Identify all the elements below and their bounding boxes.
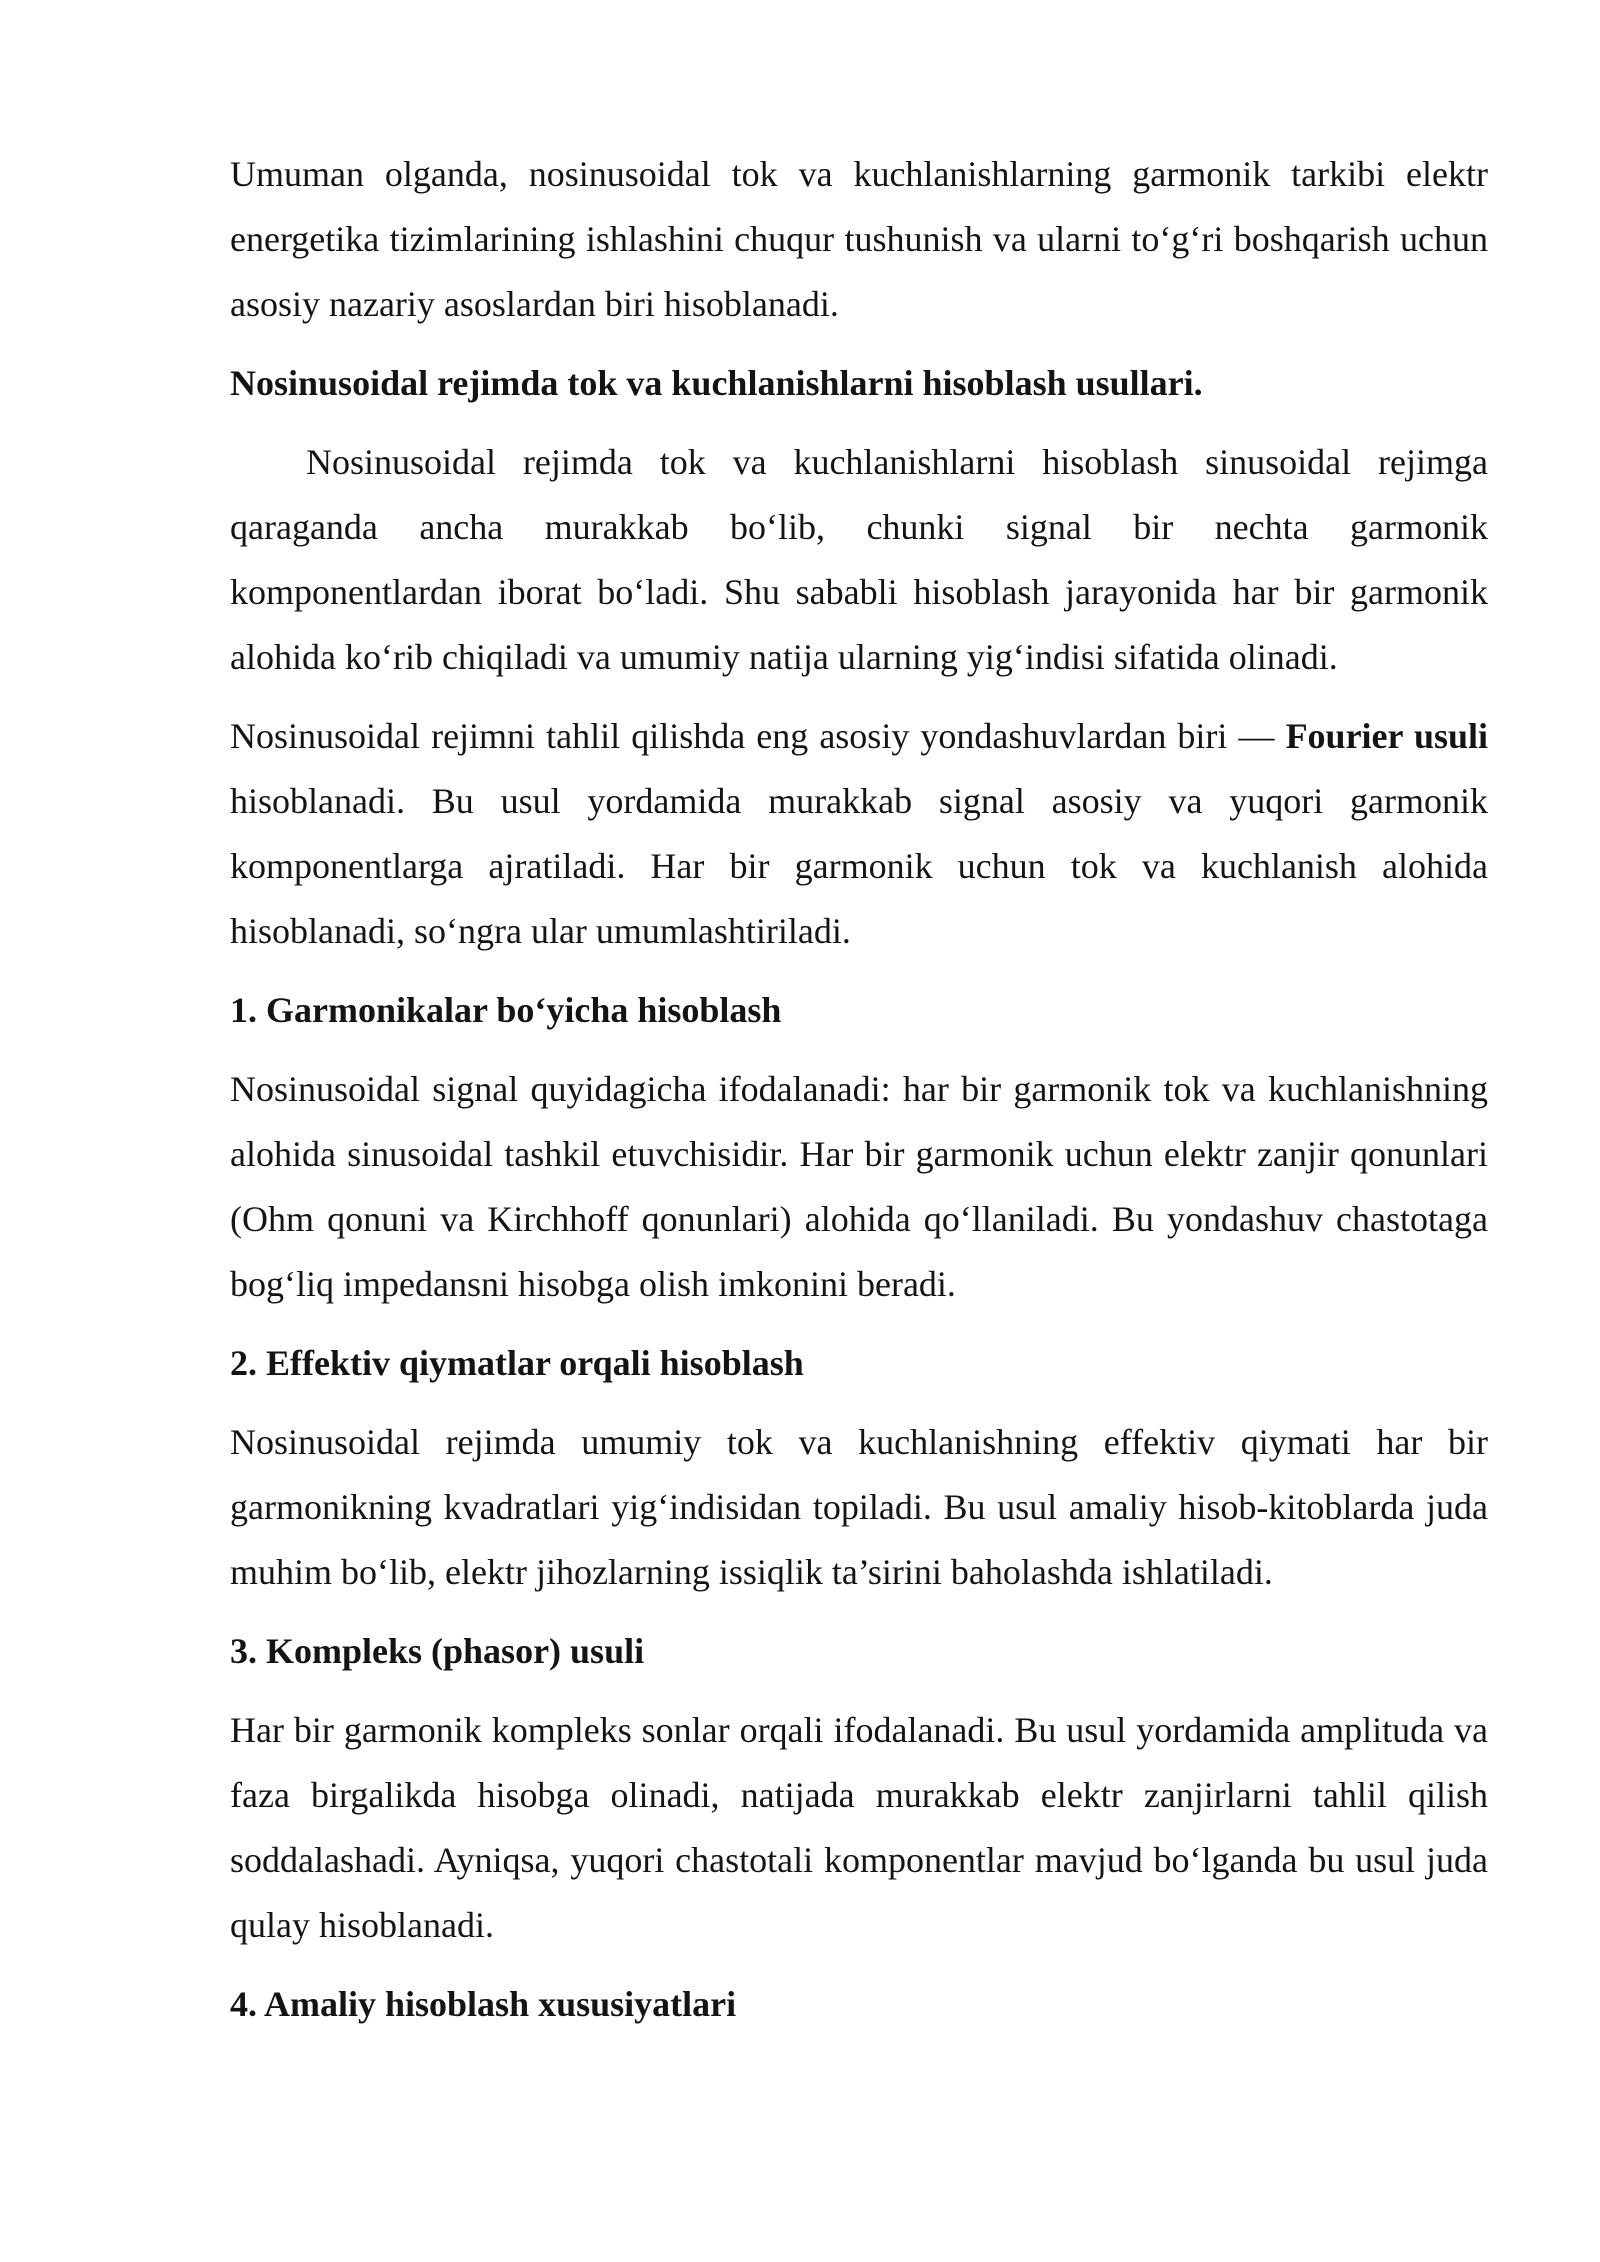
paragraph-methods-intro: Nosinusoidal rejimda tok va kuchlanishlarni hisoblash sinusoidal rejimga qaraganda ancha murakkab bo‘lib, chunki signal bir nechta garmonik komponentlardan iborat bo‘ladi. Shu sababli hisoblash jarayonida har bir garmonik alohida ko‘rib chiqiladi va umumiy natija ularning yig‘indisi sifatida olinadi. [230,442,1488,677]
heading-phasor-method: 3. Kompleks (phasor) usuli [230,1631,645,1671]
paragraph-fourier [230,704,1488,964]
fourier-method-term: Fourier usuli [1285,716,1488,756]
paragraph-effective-values: Nosinusoidal rejimda umumiy tok va kuchlanishning effektiv qiymati har bir garmonikning kvadratlari yig‘indisidan topiladi. Bu usul amaliy hisob-kitoblarda juda muhim bo‘lib, elektr jihozlarning issiqlik ta’sirini baholashda ishlatiladi. [230,1422,1488,1592]
paragraph-phasor-method: Har bir garmonik kompleks sonlar orqali ifodalanadi. Bu usul yordamida amplituda va faza birgalikda hisobga olinadi, natijada murakkab elektr zanjirlarni tahlil qilish soddalashadi. Ayniqsa, yuqori chastotali komponentlar mavjud bo‘lganda bu usul juda qulay hisoblanadi. [230,1710,1488,1945]
paragraph-summary: Umuman olganda, nosinusoidal tok va kuchlanishlarning garmonik tarkibi elektr energetika tizimlarining ishlashini chuqur tushunish va ularni to‘g‘ri boshqarish uchun asosiy nazariy asoslardan biri hisoblanadi. [230,154,1488,324]
heading-harmonics-calculation: 1. Garmonikalar bo‘yicha hisoblash [230,990,782,1030]
paragraph-fourier-pre: Nosinusoidal rejimni tahlil qilishda eng asosiy yondashuvlardan biri — [230,716,1286,756]
paragraph-fourier-post: hisoblanadi. Bu usul yordamida murakkab signal asosiy va yuqori garmonik komponentlarga ajratiladi. Har bir garmonik uchun tok va kuchlanish alohida hisoblanadi, so‘ngra ular umumlashtiriladi. [230,781,1488,951]
heading-effective-values: 2. Effektiv qiymatlar orqali hisoblash [230,1343,804,1383]
paragraph-harmonics-calculation: Nosinusoidal signal quyidagicha ifodalanadi: har bir garmonik tok va kuchlanishning alohida sinusoidal tashkil etuvchisidir. Har bir garmonik uchun elektr zanjir qonunlari (Ohm qonuni va Kirchhoff qonunlari) alohida qo‘llaniladi. Bu yondashuv chastotaga bog‘liq impedansni hisobga olish imkonini beradi. [230,1069,1488,1304]
document-page [230,142,1488,2051]
heading-practical-features: 4. Amaliy hisoblash xususiyatlari [230,1984,737,2024]
section-heading-methods: Nosinusoidal rejimda tok va kuchlanishlarni hisoblash usullari. [230,363,1203,403]
